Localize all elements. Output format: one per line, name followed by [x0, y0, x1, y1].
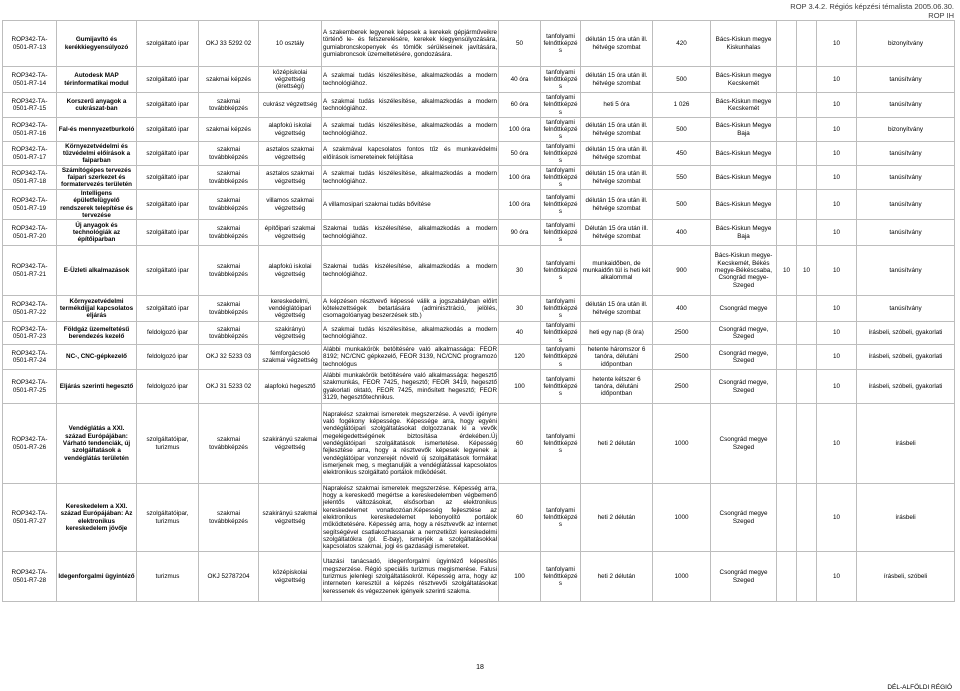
requirement: szakmai képzés	[199, 67, 259, 93]
headcount-1	[777, 118, 797, 142]
headcount-3: 10	[817, 370, 857, 404]
topic-title: Számítógépes tervezés faipari szerkezet és formatervezés területén	[57, 166, 137, 190]
certificate: tanúsítvány	[857, 296, 955, 322]
headcount-2	[797, 166, 817, 190]
certificate: tanúsítvány	[857, 67, 955, 93]
headcount-1	[777, 296, 797, 322]
table-row	[3, 345, 955, 370]
requirement: szakmai továbbképzés	[199, 246, 259, 296]
headcount-2	[797, 552, 817, 602]
table-row	[3, 142, 955, 166]
headcount-1	[777, 142, 797, 166]
training-form: tanfolyami felnőttképzés	[541, 552, 581, 602]
certificate: tanúsítvány	[857, 142, 955, 166]
topic-id: ROP342-TA-0501-R7-14	[3, 67, 57, 93]
schedule: heti 2 délután	[581, 404, 653, 484]
prerequisite: alapfokú iskolai végzettség	[259, 118, 322, 142]
headcount-1	[777, 67, 797, 93]
headcount-3: 10	[817, 220, 857, 246]
topic-title: Új anyagok és technológiák az építőiparban	[57, 220, 137, 246]
page-header	[790, 2, 954, 20]
training-form: tanfolyami felnőttképzés	[541, 118, 581, 142]
schedule: délután 15 óra után ill. hétvége szombat	[581, 190, 653, 220]
headcount-2	[797, 220, 817, 246]
hours: 60	[499, 484, 541, 552]
headcount-1	[777, 220, 797, 246]
certificate: írásbeli, szóbeli, gyakorlati	[857, 345, 955, 370]
cost: 500	[653, 67, 711, 93]
schedule: heti 2 délután	[581, 552, 653, 602]
description: A villamosipari szakmai tudás bővítése	[322, 190, 499, 220]
training-form: tanfolyami felnőttképzés	[541, 220, 581, 246]
certificate: írásbeli, szóbeli, gyakorlati	[857, 322, 955, 345]
sector: szolgáltató ipar	[137, 93, 199, 118]
sector: szolgáltató ipar	[137, 67, 199, 93]
prerequisite: kereskedelmi, vendéglátóipari végzettség	[259, 296, 322, 322]
headcount-1	[777, 484, 797, 552]
prerequisite: középiskolai végzettség	[259, 552, 322, 602]
headcount-2	[797, 322, 817, 345]
requirement: szakmai továbbképzés	[199, 296, 259, 322]
training-form: tanfolyami felnőttképzés	[541, 93, 581, 118]
topic-id: ROP342-TA-0501-R7-17	[3, 142, 57, 166]
headcount-3: 10	[817, 322, 857, 345]
location: Bács-Kiskun megye-Kecskemét, Békés megye-Békéscsaba, Csongrád megye-Szeged	[711, 246, 777, 296]
headcount-1	[777, 370, 797, 404]
requirement: szakmai továbbképzés	[199, 166, 259, 190]
location: Csongrád megye Szeged	[711, 484, 777, 552]
description: Alábbi munkakörök betöltésére való alkalmassága: hegesztő szakmunkás, FEOR 7425, hegesztő; FEOR 3419, hegesztő gyakorlati oktató, FEOR 7425, minősített hegesztő; FEOR 3129, hegesztőtechnikus.	[322, 370, 499, 404]
certificate: bizonyítvány	[857, 21, 955, 67]
topic-id: ROP342-TA-0501-R7-16	[3, 118, 57, 142]
table-row	[3, 67, 955, 93]
headcount-2	[797, 345, 817, 370]
prerequisite: építőipari szakmai végzettség	[259, 220, 322, 246]
headcount-1: 10	[777, 246, 797, 296]
table-row	[3, 166, 955, 190]
location: Csongrád megye, Szeged	[711, 370, 777, 404]
cost: 450	[653, 142, 711, 166]
schedule: délután 15 óra után ill. hétvége szombat	[581, 118, 653, 142]
topic-id: ROP342-TA-0501-R7-13	[3, 21, 57, 67]
headcount-2	[797, 93, 817, 118]
location: Bács-Kiskun megye Kiskunhalas	[711, 21, 777, 67]
description: A szakemberek legyenek képesek a kerekek gépjárműveikre történő le- és felszerelésére, kerekek kiegyensúlyozására, gumiabroncskopenyek és tömlők sérüléseinek javítására, gumiabroncsok üzemeltetésére, gondozására.	[322, 21, 499, 67]
certificate: bizonyítvány	[857, 118, 955, 142]
topic-title: Vendéglátás a XXI. század Európájában: Várható tendenciák, új szolgáltatások a vendéglátás területén	[57, 404, 137, 484]
cost: 400	[653, 220, 711, 246]
topic-id: ROP342-TA-0501-R7-24	[3, 345, 57, 370]
requirement: szakmai képzés	[199, 118, 259, 142]
cost: 900	[653, 246, 711, 296]
topic-title: Autodesk MAP térinformatikai modul	[57, 67, 137, 93]
hours: 100 óra	[499, 190, 541, 220]
hours: 100 óra	[499, 118, 541, 142]
prerequisite: középiskolai végzettség (érettségi)	[259, 67, 322, 93]
headcount-1	[777, 345, 797, 370]
location: Bács-Kiskun Megye Baja	[711, 220, 777, 246]
topic-title: E-Üzleti alkalmazások	[57, 246, 137, 296]
headcount-1	[777, 404, 797, 484]
hours: 30	[499, 246, 541, 296]
description: Szakmai tudás kiszélesítése, alkalmazkodás a modern technológiához.	[322, 220, 499, 246]
location: Bács-Kiskun Megye	[711, 190, 777, 220]
headcount-3: 10	[817, 142, 857, 166]
certificate: tanúsítvány	[857, 190, 955, 220]
hours: 40	[499, 322, 541, 345]
training-form: tanfolyami felnőttképzés	[541, 345, 581, 370]
headcount-1	[777, 552, 797, 602]
headcount-2	[797, 190, 817, 220]
headcount-3: 10	[817, 93, 857, 118]
topic-id: ROP342-TA-0501-R7-28	[3, 552, 57, 602]
prerequisite: szakirányú végzettség	[259, 322, 322, 345]
requirement: szakmai továbbképzés	[199, 220, 259, 246]
topic-id: ROP342-TA-0501-R7-22	[3, 296, 57, 322]
sector: turizmus	[137, 552, 199, 602]
headcount-3: 10	[817, 118, 857, 142]
training-form: tanfolyami felnőttképzés	[541, 370, 581, 404]
certificate: írásbeli	[857, 484, 955, 552]
table-row	[3, 552, 955, 602]
certificate: tanúsítvány	[857, 93, 955, 118]
cost: 420	[653, 21, 711, 67]
headcount-3: 10	[817, 190, 857, 220]
header-title: ROP 3.4.2. Régiós képzési témalista 2005.06.30.	[790, 2, 954, 11]
topic-title: Gumijavító és kerékkiegyensúlyozó	[57, 21, 137, 67]
location: Bács-Kiskun megye Kecskemét	[711, 67, 777, 93]
schedule: heti 5 óra	[581, 93, 653, 118]
table-row	[3, 370, 955, 404]
topic-title: Idegenforgalmi ügyintéző	[57, 552, 137, 602]
prerequisite: 10 osztály	[259, 21, 322, 67]
hours: 100 óra	[499, 166, 541, 190]
headcount-3: 10	[817, 166, 857, 190]
table-row	[3, 220, 955, 246]
hours: 40 óra	[499, 67, 541, 93]
headcount-2	[797, 118, 817, 142]
hours: 120	[499, 345, 541, 370]
hours: 60 óra	[499, 93, 541, 118]
topic-id: ROP342-TA-0501-R7-21	[3, 246, 57, 296]
sector: szolgáltató ipar	[137, 220, 199, 246]
headcount-1	[777, 166, 797, 190]
prerequisite: alapfokú hegesztő	[259, 370, 322, 404]
location: Csongrád megye	[711, 296, 777, 322]
headcount-3: 10	[817, 552, 857, 602]
description: A szakmai tudás kiszélesítése, alkalmazkodás a modern technológiához.	[322, 166, 499, 190]
table-row	[3, 190, 955, 220]
certificate: tanúsítvány	[857, 220, 955, 246]
headcount-3: 10	[817, 21, 857, 67]
description: Alábbi munkakörök betöltésére való alkalmassága: FEOR 8192; NC/CNC gépkezelő, FEOR 3139, NC/CNC programozó technológus	[323, 346, 497, 368]
headcount-2	[797, 404, 817, 484]
training-form: tanfolyami felnőttképzés	[541, 190, 581, 220]
schedule: hetente kétszer 6 tanóra, délutáni időpontban	[581, 370, 653, 404]
table-row	[3, 21, 955, 67]
headcount-1	[777, 21, 797, 67]
requirement: OKJ 52787204	[199, 552, 259, 602]
headcount-3: 10	[817, 345, 857, 370]
training-form: tanfolyami felnőttképzés	[541, 296, 581, 322]
description: A képzésen résztvevő képessé válik a jogszabályban előírt kötelezettségek betartására (adminisztráció, jelölés, csomagolóanyag beszerzések stb.)	[322, 296, 499, 322]
training-form: tanfolyami felnőttképzés	[541, 142, 581, 166]
cost: 400	[653, 296, 711, 322]
sector: szolgáltató ipar	[137, 166, 199, 190]
description: A szakmai tudás kiszélesítése, alkalmazkodás a modern technológiához.	[322, 118, 499, 142]
table-row	[3, 484, 955, 552]
table-row	[3, 93, 955, 118]
description: A szakmai tudás kiszélesítése, alkalmazkodás a modern technológiához.	[322, 322, 499, 345]
cost: 1000	[653, 552, 711, 602]
prerequisite: cukrász végzettség	[259, 93, 322, 118]
description: A szakmával kapcsolatos fontos tűz és munkavédelmi előírások ismereteinek felújítása	[322, 142, 499, 166]
location: Csongrád megye, Szeged	[711, 322, 777, 345]
cost: 500	[653, 190, 711, 220]
headcount-3: 10	[817, 484, 857, 552]
topic-title: Földgáz üzemeltetésű berendezés kezelő	[57, 322, 137, 345]
location: Bács-Kiskun megye Kecskemét	[711, 93, 777, 118]
certificate: tanúsítvány	[857, 246, 955, 296]
header-subtitle: ROP IH	[928, 11, 954, 20]
location: Csongrád megye, Szeged	[711, 345, 777, 370]
sector: szolgáltató ipar	[137, 21, 199, 67]
sector: feldolgozó ipar	[137, 322, 199, 345]
sector: feldolgozó ipar	[137, 345, 199, 370]
description: Naprakész szakmai ismeretek megszerzése. Képesség arra, hogy a kereskedő megértse a kereskedelemben végbemenő jelentős változásokat, elsősorban az elektronikus kereskedelemet vonatkozóan.Képesség fejlesztése az elektronikus kereskedelemet lebonyolító portálok működtetésére. Képesség arra, hogy a résztvevők az internet segítségével csatlakozhassanak a nemzetközi kereskedelmi szolgáltatókra (pl. E-bay), ismerjék a szolgáltatásokkal kapcsolatos szakmai, jogi és gazdasági ismereteket.	[323, 484, 497, 551]
prerequisite: asztalos szakmai végzettség	[259, 166, 322, 190]
headcount-2	[797, 296, 817, 322]
training-form: tanfolyami felnőttképzés	[541, 484, 581, 552]
hours: 100	[499, 370, 541, 404]
headcount-2	[797, 142, 817, 166]
location: Csongrád megye Szeged	[711, 552, 777, 602]
topic-id: ROP342-TA-0501-R7-25	[3, 370, 57, 404]
cost: 500	[653, 118, 711, 142]
schedule: Délután 15 óra után ill. hétvége szombat	[581, 220, 653, 246]
hours: 60	[499, 404, 541, 484]
requirement: OKJ 33 5292 02	[199, 21, 259, 67]
schedule: hetente háromszor 6 tanóra, délutáni időpontban	[581, 345, 653, 370]
requirement: OKJ 32 5233 03	[199, 345, 259, 370]
topic-title: Környezetvédelmi és tűzvédelmi előírások a faiparban	[57, 142, 137, 166]
training-form: tanfolyami felnőttképzés	[541, 404, 581, 484]
cost: 1000	[653, 404, 711, 484]
headcount-2	[797, 370, 817, 404]
prerequisite: alapfokú iskolai végzettség	[259, 246, 322, 296]
schedule: munkaidőben, de munkaidőn túl is heti két alkalommal	[581, 246, 653, 296]
location: Bács-Kiskun Megye	[711, 142, 777, 166]
location: Bács-Kiskun Megye	[711, 166, 777, 190]
schedule: délután 15 óra után ill. hétvége szombat	[581, 21, 653, 67]
description: Utazási tanácsadó, idegenforgalmi ügyintéző képesítés megszerzése. Régió speciális turizmus megismerése. Falusi turizmus jelenlegi szolgáltatásokról. Képesség arra, hogy az interneten keresztül a képzés résztvevői szolgáltatásokat keressenek és végezzenek igényeik szerinti szakma.	[322, 552, 499, 602]
topic-title: Intelligens épületfelügyelő rendszerek telepítése és tervezése	[57, 190, 137, 220]
headcount-1	[777, 322, 797, 345]
training-topics-table	[2, 20, 955, 602]
headcount-3: 10	[817, 67, 857, 93]
sector: szolgáltatóipar, turizmus	[137, 404, 199, 484]
sector: szolgáltató ipar	[137, 296, 199, 322]
training-form: tanfolyami felnőttképzés	[541, 67, 581, 93]
requirement: szakmai továbbképzés	[199, 404, 259, 484]
location: Csongrád megye Szeged	[711, 404, 777, 484]
description: A szakmai tudás kiszélesítése, alkalmazkodás a modern technológiához.	[322, 67, 499, 93]
prerequisite: villamos szakmai végzettség	[259, 190, 322, 220]
schedule: heti egy nap (8 óra)	[581, 322, 653, 345]
prerequisite: fémforgácsoló szakmai végzettség	[259, 345, 322, 370]
topic-title: Korszerű anyagok a cukrászat-ban	[57, 93, 137, 118]
certificate: írásbeli, szóbeli, gyakorlati	[857, 370, 955, 404]
topic-title: Eljárás szerinti hegesztő	[57, 370, 137, 404]
table-row	[3, 404, 955, 484]
cost: 2500	[653, 370, 711, 404]
certificate: tanúsítvány	[857, 166, 955, 190]
topic-title: Kereskedelem a XXI. század Európájában: Az elektronikus kereskedelem jövője	[57, 484, 137, 552]
training-form: tanfolyami felnőttképzés	[541, 246, 581, 296]
training-form: tanfolyami felnőttképzés	[541, 166, 581, 190]
description: A szakmai tudás kiszélesítése, alkalmazkodás a modern technológiához.	[322, 93, 499, 118]
topic-id: ROP342-TA-0501-R7-19	[3, 190, 57, 220]
requirement: szakmai továbbképzés	[199, 322, 259, 345]
sector: szolgáltató ipar	[137, 246, 199, 296]
hours: 50	[499, 21, 541, 67]
sector: szolgáltatóipar, turizmus	[137, 484, 199, 552]
requirement: OKJ 31 5233 02	[199, 370, 259, 404]
headcount-1	[777, 190, 797, 220]
prerequisite: szakirányú szakmai végzettség	[259, 404, 322, 484]
training-form: tanfolyami felnőttképzés	[541, 322, 581, 345]
topic-title: NC-, CNC-gépkezelő	[57, 345, 137, 370]
headcount-1	[777, 93, 797, 118]
page-number: 18	[476, 664, 484, 671]
schedule: délután 15 óra után ill. hétvége szombat	[581, 67, 653, 93]
hours: 30	[499, 296, 541, 322]
headcount-2	[797, 21, 817, 67]
sector: feldolgozó ipar	[137, 370, 199, 404]
schedule: délután 15 óra után ill. hétvége szombat	[581, 142, 653, 166]
headcount-3: 10	[817, 246, 857, 296]
cost: 550	[653, 166, 711, 190]
sector: szolgáltató ipar	[137, 142, 199, 166]
headcount-3: 10	[817, 404, 857, 484]
topic-id: ROP342-TA-0501-R7-27	[3, 484, 57, 552]
headcount-2	[797, 67, 817, 93]
hours: 50 óra	[499, 142, 541, 166]
table-row	[3, 296, 955, 322]
location: Bács-Kiskun Megye Baja	[711, 118, 777, 142]
topic-title: Környezetvédelmi termékdíjjal kapcsolatos eljárás	[57, 296, 137, 322]
topic-title: Fal-és mennyezetburkoló	[57, 118, 137, 142]
headcount-2: 10	[797, 246, 817, 296]
requirement: szakmai továbbképzés	[199, 93, 259, 118]
hours: 90 óra	[499, 220, 541, 246]
cost: 1 026	[653, 93, 711, 118]
prerequisite: asztalos szakmai végzettség	[259, 142, 322, 166]
table-row	[3, 246, 955, 296]
topic-id: ROP342-TA-0501-R7-20	[3, 220, 57, 246]
sector: szolgáltató ipar	[137, 118, 199, 142]
description: Szakmai tudás kiszélesítése, alkalmazkodás a modern technológiához.	[322, 246, 499, 296]
cost: 2500	[653, 322, 711, 345]
topic-id: ROP342-TA-0501-R7-15	[3, 93, 57, 118]
cost: 1000	[653, 484, 711, 552]
hours: 100	[499, 552, 541, 602]
schedule: délután 15 óra után ill. hétvége szombat	[581, 166, 653, 190]
cost: 2500	[653, 345, 711, 370]
topic-id: ROP342-TA-0501-R7-26	[3, 404, 57, 484]
requirement: szakmai továbbképzés	[199, 190, 259, 220]
requirement: szakmai továbbképzés	[199, 484, 259, 552]
table-row	[3, 118, 955, 142]
requirement: szakmai továbbképzés	[199, 142, 259, 166]
sector: szolgáltató ipar	[137, 190, 199, 220]
topic-id: ROP342-TA-0501-R7-18	[3, 166, 57, 190]
schedule: heti 2 délután	[581, 484, 653, 552]
topic-id: ROP342-TA-0501-R7-23	[3, 322, 57, 345]
certificate: írásbeli	[857, 404, 955, 484]
schedule: délután 15 óra után ill. hétvége szombat	[581, 296, 653, 322]
headcount-3: 10	[817, 296, 857, 322]
description: Naprakész szakmai ismeretek megszerzése. A vevői igényre való fogékony képessége. Képessége arra, hogy egyéni vendéglátóipari szolgáltatásokat dolgozzanak ki a vevők megelégedettségének biztosítása érdekében.Új vendéglátóipari szolgáltatások ismertetése. Képesség fejlesztése arra, hogy a résztvevők képesek legyenek a vendéglátóipar vonzerejét növelő új szolgáltatások formákat ismerjenek meg, s megtanulják a vendéglátással kapcsolatos elektronikus szolgáltató portálok működését.	[322, 404, 499, 484]
table-row	[3, 322, 955, 345]
certificate: írásbeli, szóbeli	[857, 552, 955, 602]
headcount-2	[797, 484, 817, 552]
region-label: DÉL-ALFÖLDI RÉGIÓ	[887, 684, 952, 691]
prerequisite: szakirányú szakmai végzettség	[259, 484, 322, 552]
training-form: tanfolyami felnőttképzés	[541, 21, 581, 67]
